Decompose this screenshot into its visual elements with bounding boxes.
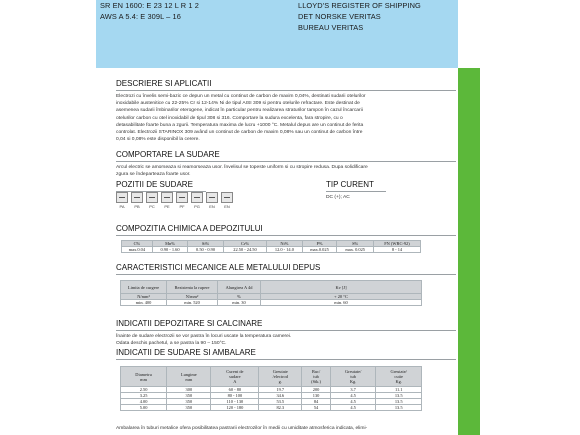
text-line: Arcul electric se amorseaza si reamorseaza usor. Învelisul se topeste uniform si cu stropire redusa. Dupa solidificare (116, 165, 368, 170)
table-cell: min. 520 (167, 300, 218, 306)
table-header: Limita de curgere (121, 281, 167, 294)
table-cell: max. 0.025 (337, 247, 374, 253)
table-header: Alungirea A 4d (218, 281, 261, 294)
table-header-diametru: Diametru mm (121, 367, 167, 387)
table-header: C% (122, 241, 153, 247)
header-band (96, 0, 458, 68)
text-line: otelurilor carbon cu otel inoxidabil de tipul 308 si 316. Comportare la sudura excelenta, fara stropire, cu o (116, 115, 343, 121)
position-pb: PB (131, 192, 143, 209)
table-cell: 4.5 (330, 393, 376, 399)
table-cell: max.0.04 (122, 247, 153, 253)
divider (116, 359, 456, 360)
table-unit: % (218, 294, 261, 300)
table-cell: min. 30 (218, 300, 261, 306)
table-header: Cr% (223, 241, 266, 247)
weld-position-icon (191, 192, 203, 203)
table-cell: min. 60 (261, 300, 422, 306)
table-cell: 350 (167, 405, 211, 411)
table-header: S% (337, 241, 374, 247)
position-pa: PA (116, 192, 128, 209)
standard-line: SR EN 1600: E 23 12 L R 1 2 (100, 1, 199, 10)
table-cell: 19.7 (259, 387, 302, 393)
section-pozitii (116, 180, 456, 220)
text-line: controlat. Electrozii STARINOX 309 având un continut de carbon de maxim 0,08% sau un continut de carbon între (116, 130, 363, 136)
section-title: TIP CURENT (326, 180, 374, 189)
table-header-curent: Curent de sudare A (211, 367, 259, 387)
table-cell: 8 - 14 (373, 247, 420, 253)
table-cell: 13.5 (376, 399, 422, 405)
table-header-greutate-electrod: Greutate /electrod g. (259, 367, 302, 387)
weld-position-icon (176, 192, 188, 203)
table-header: Rezistenta la rupere (167, 281, 218, 294)
table-cell: 60 - 80 (211, 387, 259, 393)
text-line: inoxidabile austenitice cu 22-25% Cr si 12-14% Ni de tipul AISI 309 si pentru otelurile refractare. Este destinat de (116, 101, 360, 107)
table-header-buc-tub: Buc/ tub (Stk.) (302, 367, 331, 387)
table-cell: 2.50 (121, 387, 167, 393)
table-cell: 5.00 (121, 405, 167, 411)
storage-paragraph (116, 333, 456, 347)
weld-position-icon (146, 192, 158, 203)
table-cell: 13.5 (376, 405, 422, 411)
table-unit: N/mm² (121, 294, 167, 300)
table-cell: 110 - 130 (211, 399, 259, 405)
approval-line: LLOYD'S REGISTER OF SHIPPING (298, 1, 421, 10)
section-title: INDICATII DEPOZITARE SI CALCINARE (116, 319, 263, 328)
table-row (121, 405, 422, 411)
table-header: Kv [J] (261, 281, 422, 294)
table-row (122, 247, 421, 253)
green-side-bar (458, 68, 480, 435)
text-line: Înainte de sudare electrozii se vor pastra în locuri uscate la temperatura camerei. (116, 334, 292, 339)
table-header: Ni% (267, 241, 303, 247)
position-pf: PF (176, 192, 188, 209)
table-header: Si% (188, 241, 224, 247)
position-pe: PE (161, 192, 173, 209)
table-cell: 13.5 (376, 393, 422, 399)
table-header-greutate-cutie: Greutate/ cutie Kg. (376, 367, 422, 387)
text-line: detasabilitate foarte buna a zgurii. Temperatura maxima de lucru +1000 °C. Metalul depus are un continut de ferita (116, 122, 364, 128)
table-row (121, 300, 422, 306)
table-cell: 0.90 - 1.60 (152, 247, 188, 253)
table-cell: min. 400 (121, 300, 167, 306)
current-type (326, 180, 386, 201)
weld-position-icon (116, 192, 128, 203)
weld-position-icon (161, 192, 173, 203)
table-cell: 82.3 (259, 405, 302, 411)
text-line: 0,04 si 0,08% este disponibil la cerere. (116, 137, 200, 143)
table-cell: 130 (302, 393, 331, 399)
table-unit: + 20 °C (261, 294, 422, 300)
table-cell: 350 (167, 393, 211, 399)
divider (116, 161, 456, 162)
weld-position-icon (131, 192, 143, 203)
chemistry-table (121, 240, 421, 253)
divider (116, 330, 456, 331)
table-cell: 4.5 (330, 399, 376, 405)
packaging-table (120, 366, 422, 411)
mechanical-table (120, 280, 422, 306)
table-header: P% (302, 241, 337, 247)
table-header: FN (WRC-92) (373, 241, 420, 247)
table-cell: 350 (167, 399, 211, 405)
divider (116, 90, 456, 91)
section-title: COMPORTARE LA SUDARE (116, 150, 220, 159)
section-ambalare (116, 348, 456, 411)
table-cell: 34.6 (259, 393, 302, 399)
section-title: DESCRIERE SI APLICATII (116, 79, 212, 88)
standard-line: AWS A 5.4: E 309L – 16 (100, 12, 181, 21)
table-cell: max.0.025 (302, 247, 337, 253)
header-standards (100, 0, 199, 22)
section-title: CARACTERISTICI MECANICE ALE METALULUI DEPUS (116, 263, 321, 272)
table-header-greutate-tub: Greutate/ tub Kg. (330, 367, 376, 387)
table-header: Mn% (152, 241, 188, 247)
table-cell: 4.5 (330, 405, 376, 411)
section-title: POZITII DE SUDARE (116, 180, 193, 189)
table-cell: 54 (302, 405, 331, 411)
divider (116, 235, 456, 236)
divider (116, 274, 456, 275)
text-line: zgura se îndeparteaza foarte usor. (116, 172, 191, 178)
table-header-row (121, 367, 422, 387)
position-pc: PC (146, 192, 158, 209)
section-mecanice (116, 263, 456, 306)
footer-text: Ambalarea în tuburi metalice ofera posibilitatea pastrarii electrozilor în medii cu umiditate atmosferica indicata, elimi- (116, 426, 368, 431)
section-title: COMPOZITIA CHIMICA A DEPOZITULUI (116, 224, 263, 233)
section-depozitare (116, 319, 456, 347)
weld-position-icon (221, 192, 233, 203)
weld-position-icon (206, 192, 218, 203)
section-title: INDICATII DE SUDARE SI AMBALARE (116, 348, 256, 357)
table-cell: 80 - 100 (211, 393, 259, 399)
position-pg: PG (191, 192, 203, 209)
text-line: Odata deschis pachetul, a se pastra la 90 – 150°C. (116, 341, 227, 347)
section-descriere (116, 79, 456, 143)
table-unit: N/mm² (167, 294, 218, 300)
position-icons (116, 192, 233, 209)
table-cell: 4.00 (121, 399, 167, 405)
table-cell: 22.50 - 24.50 (223, 247, 266, 253)
divider (326, 191, 386, 192)
table-cell: 53.5 (259, 399, 302, 405)
table-cell: 0.50 - 0.90 (188, 247, 224, 253)
section-comportare (116, 150, 456, 178)
text-line: asemenea sudarii îmbinarilor eterogene, indicat în particular pentru realizarea straturilor tampon în cazul încarcarii (116, 108, 363, 114)
table-cell: 300 (167, 387, 211, 393)
table-cell: 120 - 180 (211, 405, 259, 411)
section-compozitie (116, 224, 456, 253)
approval-line: DET NORSKE VERITAS (298, 12, 381, 21)
position-en-2: EN (221, 192, 233, 209)
text-line: Electrozi cu învelis semi-bazic ce depun un metal cu continut de carbon de maxim 0,04%, destinati sudarii otelurilor (116, 94, 366, 99)
header-approvals (298, 0, 421, 33)
current-value: DC (+); AC (326, 195, 350, 200)
table-header-lungime: Lungime mm (167, 367, 211, 387)
table-cell: 11.1 (376, 387, 422, 393)
position-en: EN (206, 192, 218, 209)
description-paragraph (116, 93, 456, 143)
table-cell: 3.25 (121, 393, 167, 399)
table-header-row (121, 281, 422, 294)
table-cell: 12.0 - 14.0 (267, 247, 303, 253)
approval-line: BUREAU VERITAS (298, 23, 364, 32)
behaviour-paragraph (116, 164, 456, 178)
table-cell: 84 (302, 399, 331, 405)
table-cell: 200 (302, 387, 331, 393)
table-cell: 3.7 (330, 387, 376, 393)
